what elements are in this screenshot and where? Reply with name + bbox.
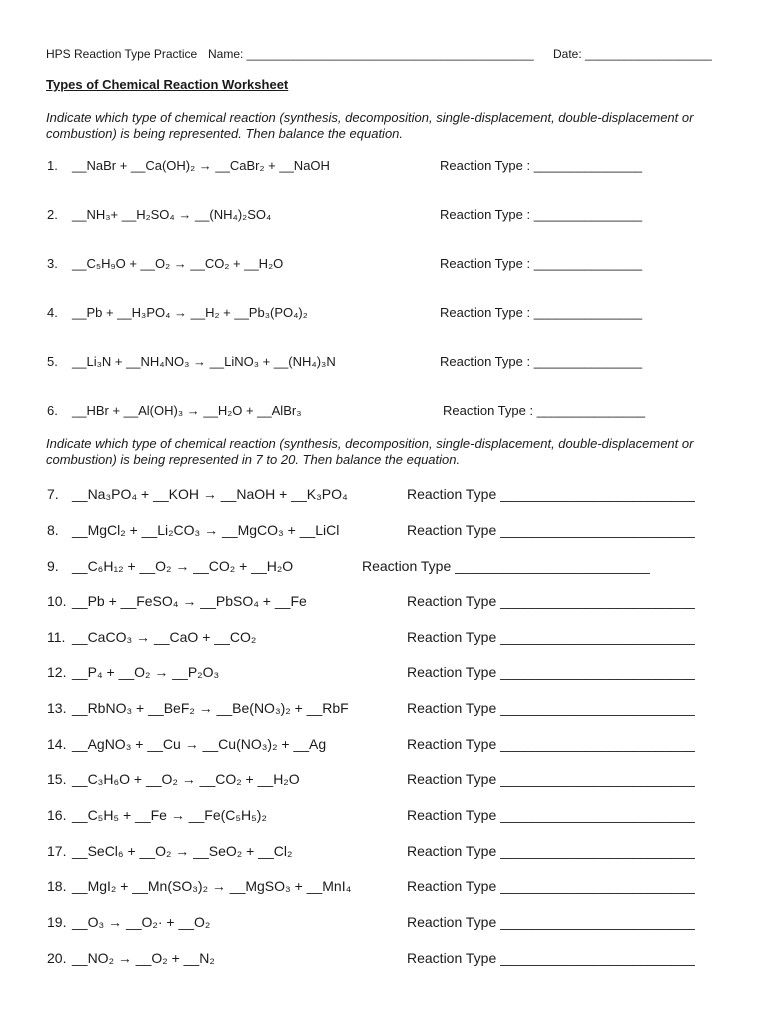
question-6-equation: __HBr + __Al(OH)₃ → __H₂O + __AlBr₃ — [72, 403, 302, 418]
question-5-equation: __Li₃N + __NH₄NO₃ → __LiNO₃ + __(NH₄)₃N — [72, 354, 336, 369]
question-10-answer[interactable]: Reaction Type _________________________ — [407, 593, 695, 609]
question-20-number: 20. — [47, 950, 67, 966]
question-11-number: 11. — [47, 629, 66, 645]
question-17-number: 17. — [47, 843, 67, 859]
question-15-equation: __C₃H₆O + __O₂ → __CO₂ + __H₂O — [72, 771, 300, 787]
question-4-answer[interactable]: Reaction Type : _______________ — [440, 305, 643, 320]
question-4-equation: __Pb + __H₃PO₄ → __H₂ + __Pb₃(PO₄)₂ — [72, 305, 308, 320]
instructions-part-1: Indicate which type of chemical reaction (synthesis, decomposition, single-displacement, double-displacement or combustion) is being represented. Then balance the equation. — [46, 110, 694, 141]
question-20-answer[interactable]: Reaction Type _________________________ — [407, 950, 695, 966]
question-9-answer[interactable]: Reaction Type _________________________ — [362, 558, 650, 574]
name-field[interactable]: Name: ___________________________________________ — [208, 47, 534, 61]
question-3-number: 3. — [47, 256, 58, 271]
question-2-answer[interactable]: Reaction Type : _______________ — [440, 207, 643, 222]
question-7-answer[interactable]: Reaction Type _________________________ — [407, 486, 695, 502]
question-1-equation: __NaBr + __Ca(OH)₂ → __CaBr₂ + __NaOH — [72, 158, 330, 173]
question-17-answer[interactable]: Reaction Type _________________________ — [407, 843, 695, 859]
question-13-number: 13. — [47, 700, 67, 716]
question-13-equation: __RbNO₃ + __BeF₂ → __Be(NO₃)₂ + __RbF — [72, 700, 349, 716]
question-11-answer[interactable]: Reaction Type _________________________ — [407, 629, 695, 645]
question-16-number: 16. — [47, 807, 67, 823]
question-16-answer[interactable]: Reaction Type _________________________ — [407, 807, 695, 823]
question-20-equation: __NO₂ → __O₂ + __N₂ — [72, 950, 215, 966]
question-8-equation: __MgCl₂ + __Li₂CO₃ → __MgCO₃ + __LiCl — [72, 522, 340, 538]
question-9-equation: __C₆H₁₂ + __O₂ → __CO₂ + __H₂O — [72, 558, 294, 574]
question-1-answer[interactable]: Reaction Type : _______________ — [440, 158, 643, 173]
question-16-equation: __C₅H₅ + __Fe → __Fe(C₅H₅)₂ — [72, 807, 267, 823]
question-19-equation: __O₃ → __O₂· + __O₂ — [72, 914, 211, 930]
question-14-number: 14. — [47, 736, 67, 752]
instructions-part-2: Indicate which type of chemical reaction (synthesis, decomposition, single-displacement, double-displacement or combustion) is being represented in 7 to 20. Then balance the equation. — [46, 436, 694, 467]
question-3-equation: __C₅H₉O + __O₂ → __CO₂ + __H₂O — [72, 256, 284, 271]
question-11-equation: __CaCO₃ → __CaO + __CO₂ — [72, 629, 257, 645]
question-12-equation: __P₄ + __O₂ → __P₂O₃ — [72, 664, 220, 680]
date-field[interactable]: Date: ___________________ — [553, 47, 712, 61]
question-5-number: 5. — [47, 354, 58, 369]
question-1-number: 1. — [47, 158, 58, 173]
question-14-answer[interactable]: Reaction Type _________________________ — [407, 736, 695, 752]
question-3-answer[interactable]: Reaction Type : _______________ — [440, 256, 643, 271]
question-4-number: 4. — [47, 305, 58, 320]
question-12-number: 12. — [47, 664, 67, 680]
question-6-answer[interactable]: Reaction Type : _______________ — [443, 403, 646, 418]
question-19-number: 19. — [47, 914, 67, 930]
question-8-number: 8. — [47, 522, 59, 538]
question-7-number: 7. — [47, 486, 59, 502]
question-15-number: 15. — [47, 771, 67, 787]
question-15-answer[interactable]: Reaction Type _________________________ — [407, 771, 695, 787]
question-12-answer[interactable]: Reaction Type _________________________ — [407, 664, 695, 680]
question-18-equation: __MgI₂ + __Mn(SO₃)₂ → __MgSO₃ + __MnI₄ — [72, 878, 352, 894]
question-19-answer[interactable]: Reaction Type _________________________ — [407, 914, 695, 930]
question-10-equation: __Pb + __FeSO₄ → __PbSO₄ + __Fe — [72, 593, 307, 609]
worksheet-title: Types of Chemical Reaction Worksheet — [46, 77, 289, 92]
header-course: HPS Reaction Type Practice — [46, 47, 198, 61]
question-5-answer[interactable]: Reaction Type : _______________ — [440, 354, 643, 369]
question-14-equation: __AgNO₃ + __Cu → __Cu(NO₃)₂ + __Ag — [72, 736, 327, 752]
question-6-number: 6. — [47, 403, 58, 418]
question-17-equation: __SeCl₆ + __O₂ → __SeO₂ + __Cl₂ — [72, 843, 293, 859]
question-9-number: 9. — [47, 558, 59, 574]
question-10-number: 10. — [47, 593, 67, 609]
question-18-number: 18. — [47, 878, 67, 894]
question-7-equation: __Na₃PO₄ + __KOH → __NaOH + __K₃PO₄ — [72, 486, 348, 502]
question-2-equation: __NH₃+ __H₂SO₄ → __(NH₄)₂SO₄ — [72, 207, 272, 222]
question-2-number: 2. — [47, 207, 58, 222]
question-8-answer[interactable]: Reaction Type _________________________ — [407, 522, 695, 538]
question-18-answer[interactable]: Reaction Type _________________________ — [407, 878, 695, 894]
question-13-answer[interactable]: Reaction Type _________________________ — [407, 700, 695, 716]
